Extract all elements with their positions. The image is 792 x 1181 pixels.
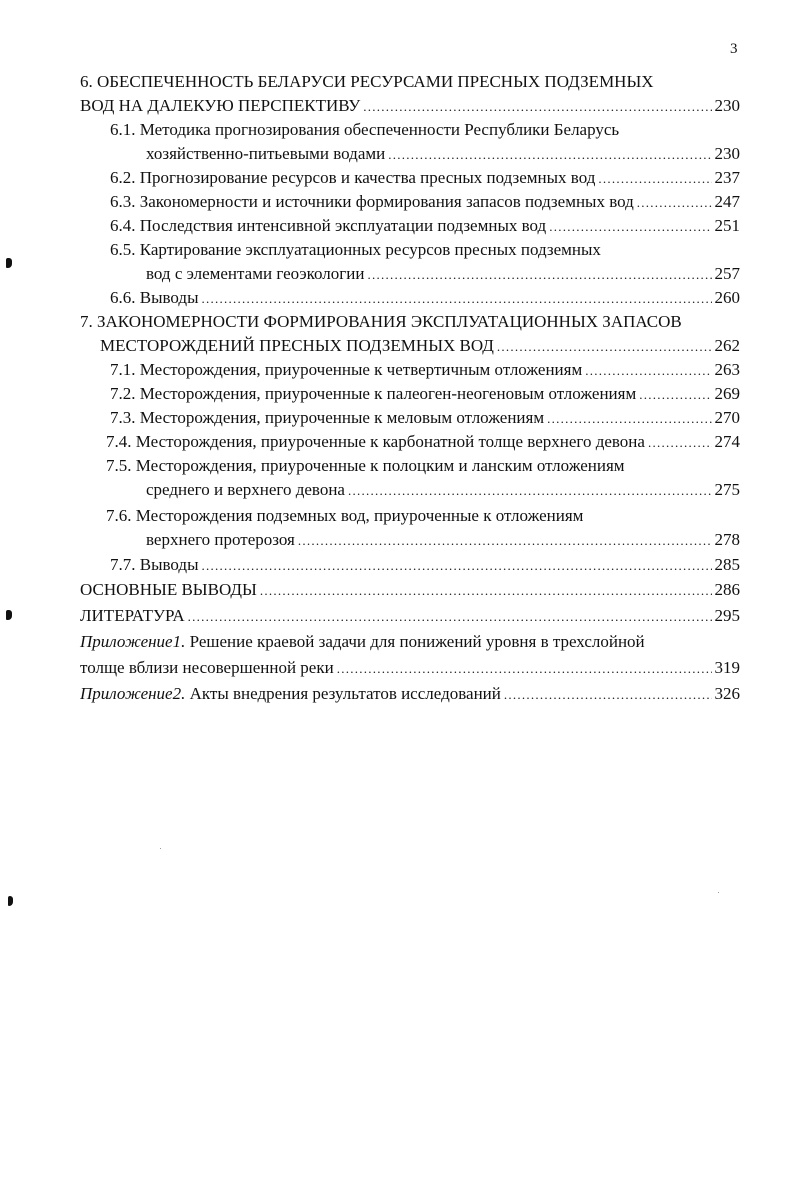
leader-dots [388,142,711,166]
toc-entry-6-1-page: 230 [714,144,740,163]
leader-dots [598,166,711,190]
toc-entry-6-5-page: 257 [714,264,740,283]
toc-entry-7-1-page: 263 [714,360,740,379]
leader-dots [298,528,712,552]
toc-entry-literature-page: 295 [714,606,740,625]
toc-entry-appendix-2-title [80,682,501,706]
leader-dots [549,214,711,238]
binding-hole-mark [6,610,12,620]
toc-entry-7-5 [146,478,740,502]
page-number: 3 [730,41,738,57]
toc-entry-appendix-2 [80,682,740,706]
leader-dots [648,430,712,454]
leader-dots [202,553,712,577]
toc-entry-6-3 [110,190,740,214]
toc-entry-7 [100,334,740,358]
leader-dots [260,578,712,602]
leader-dots [547,406,711,430]
toc-entry-6-6-title: 6.6. Выводы [110,288,199,307]
toc-entry-7-6-title-line2: верхнего протерозоя [146,530,295,549]
toc-entry-6-5-title-line2: вод с элементами геоэкологии [146,264,365,283]
toc-entry-7-3-page: 270 [714,408,740,427]
toc-entry-7-6 [146,528,740,552]
toc-entry-6-5 [146,262,740,286]
scan-speck [160,848,161,849]
toc-entry-6-2-title: 6.2. Прогнозирование ресурсов и качества пресных подземных вод [110,168,596,187]
binding-hole-mark [8,896,13,906]
leader-dots [363,94,711,118]
leader-dots [202,286,712,310]
toc-entry-6-2 [110,166,740,190]
toc-entry-6-1-title-line2: хозяйственно-питьевыми водами [146,144,386,163]
toc-entry-6-4 [110,214,740,238]
toc-entry-7-2 [110,382,740,406]
toc-entry-appendix-1 [80,656,740,680]
toc-entry-7-title-line2: МЕСТОРОЖДЕНИЙ ПРЕСНЫХ ПОДЗЕМНЫХ ВОД [100,336,494,355]
toc-entry-appendix-1-title-line2: толще вблизи несовершенной реки [80,658,334,677]
toc-entry-appendix-2-page: 326 [714,684,740,703]
scan-speck [718,892,719,893]
toc-entry-7-page: 262 [714,336,740,355]
toc-entry-7-6-title-line1: 7.6. Месторождения подземных вод, приуроченные к отложениям [106,506,584,525]
toc-entry-7-5-page: 275 [714,480,740,499]
toc-entry-6-page: 230 [714,96,740,115]
leader-dots [188,604,712,628]
leader-dots [367,262,711,286]
toc-entry-6-6 [110,286,740,310]
toc-entry-7-3 [110,406,740,430]
leader-dots [504,682,712,706]
toc-entry-appendix-2-title-text: Акты внедрения результатов исследований [185,684,501,703]
toc-entry-conclusions-page: 286 [714,580,740,599]
toc-entry-7-7-title: 7.7. Выводы [110,555,199,574]
toc-entry-literature [80,604,740,628]
toc-entry-6-6-page: 260 [714,288,740,307]
toc-entry-7-4-title: 7.4. Месторождения, приуроченные к карбонатной толще верхнего девона [106,432,645,451]
toc-entry-appendix-1-title-line1 [80,630,645,654]
toc-entry-6-3-title: 6.3. Закономерности и источники формирования запасов подземных вод [110,192,634,211]
toc-entry-6-title-line1: 6. ОБЕСПЕЧЕННОСТЬ БЕЛАРУСИ РЕСУРСАМИ ПРЕСНЫХ ПОДЗЕМНЫХ [80,72,654,91]
toc-entry-appendix-1-label: Приложение1. [80,632,186,651]
binding-hole-mark [6,258,12,268]
toc-entry-7-7-page: 285 [714,555,740,574]
leader-dots [348,478,712,502]
toc-entry-7-4-page: 274 [714,432,740,451]
toc-entry-6-4-title: 6.4. Последствия интенсивной эксплуатации подземных вод [110,216,547,235]
toc-entry-appendix-1-page: 319 [714,658,740,677]
toc-entry-7-6-page: 278 [714,530,740,549]
toc-entry-7-2-title: 7.2. Месторождения, приуроченные к палеоген-неогеновым отложениям [110,384,637,403]
toc-entry-7-4 [106,430,740,454]
leader-dots [337,656,712,680]
toc-entry-7-5-title-line2: среднего и верхнего девона [146,480,345,499]
toc-entry-6-1 [146,142,740,166]
toc-entry-7-5-title-line1: 7.5. Месторождения, приуроченные к полоцким и ланским отложениям [106,456,625,475]
leader-dots [639,382,711,406]
toc-entry-literature-title: ЛИТЕРАТУРА [80,606,185,625]
toc-entry-appendix-2-label: Приложение2. [80,684,186,703]
toc-entry-6-1-title-line1: 6.1. Методика прогнозирования обеспеченности Республики Беларусь [110,120,620,139]
leader-dots [637,190,712,214]
toc-entry-6-2-page: 237 [714,168,740,187]
toc-entry-7-1-title: 7.1. Месторождения, приуроченные к четвертичным отложениям [110,360,583,379]
toc-entry-conclusions-title: ОСНОВНЫЕ ВЫВОДЫ [80,580,257,599]
toc-entry-6-3-page: 247 [714,192,740,211]
toc-entry-6-4-page: 251 [714,216,740,235]
leader-dots [585,358,711,382]
toc-entry-7-2-page: 269 [714,384,740,403]
toc-entry-conclusions [80,578,740,602]
toc-entry-7-3-title: 7.3. Месторождения, приуроченные к меловым отложениям [110,408,545,427]
toc-entry-6 [80,94,740,118]
toc-entry-6-title-line2: ВОД НА ДАЛЕКУЮ ПЕРСПЕКТИВУ [80,96,361,115]
toc-entry-7-7 [110,553,740,577]
toc-entry-7-title-line1: 7. ЗАКОНОМЕРНОСТИ ФОРМИРОВАНИЯ ЭКСПЛУАТАЦИОННЫХ ЗАПАСОВ [80,312,682,331]
toc-entry-appendix-1-title-text: Решение краевой задачи для понижений уровня в трехслойной [185,632,645,651]
toc-entry-7-1 [110,358,740,382]
leader-dots [497,334,712,358]
toc-entry-6-5-title-line1: 6.5. Картирование эксплуатационных ресурсов пресных подземных [110,240,601,259]
